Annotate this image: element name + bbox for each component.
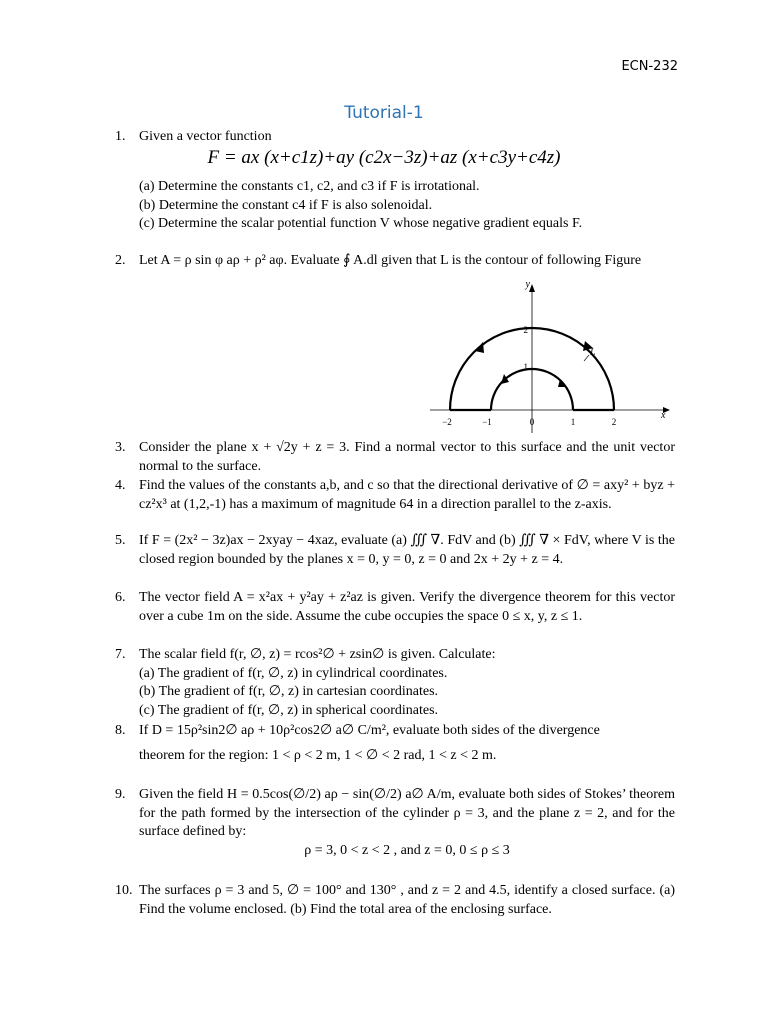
question-text-line-2: theorem for the region: 1 < ρ < 2 m, 1 < ∅ < 2 rad, 1 < z < 2 m. <box>139 747 497 763</box>
question-number: 1. <box>115 129 126 144</box>
part-b: (b) Determine the constant c4 if F is also solenoidal. <box>139 197 433 213</box>
surface-definition: ρ = 3, 0 < z < 2 , and z = 0, 0 ≤ ρ ≤ 3 <box>304 842 510 858</box>
question-number: 4. <box>115 478 126 493</box>
tick-label: 2 <box>523 325 528 335</box>
equation: F = ax (x+c1z)+ay (c2x−3z)+az (x+c3y+c4z) <box>207 147 561 168</box>
question-1 <box>115 128 675 147</box>
question-7 <box>115 646 675 720</box>
question-9 <box>115 786 675 860</box>
question-4 <box>115 477 675 514</box>
part-c: (c) The gradient of f(r, ∅, z) in spherical coordinates. <box>139 702 439 718</box>
question-number: 9. <box>115 787 126 802</box>
part-a: (a) Determine the constants c1, c2, and c3 if F is irrotational. <box>139 179 480 194</box>
question-text-line-1: If D = 15ρ²sin2∅ aρ + 10ρ²cos2∅ a∅ C/m², evaluate both sides of the divergence <box>139 723 600 738</box>
question-text: Let A = ρ sin φ aρ + ρ² aφ. Evaluate ∮ A.dl given that L is the contour of following Figure <box>139 253 642 268</box>
question-8 <box>115 722 675 765</box>
question-text: Find the values of the constants a,b, and c so that the directional derivative of ∅ = axy² + byz + cz²x³ at (1,2,-1) has a maximum of magnitude 64 in a direction parallel to the z-axis. <box>139 478 675 512</box>
question-10 <box>115 882 675 919</box>
tick-label: −1 <box>482 417 492 427</box>
question-2 <box>115 252 675 271</box>
question-number: 5. <box>115 533 126 548</box>
part-a: (a) The gradient of f(r, ∅, z) in cylindrical coordinates. <box>139 665 448 681</box>
question-6 <box>115 589 675 626</box>
question-number: 10. <box>115 883 133 898</box>
x-axis-label: x <box>661 410 666 421</box>
question-number: 3. <box>115 440 126 455</box>
question-number: 2. <box>115 253 126 268</box>
part-c: (c) Determine the scalar potential function V whose negative gradient equals F. <box>139 216 583 231</box>
question-1-parts <box>115 178 675 234</box>
contour-figure <box>425 278 675 433</box>
tick-label: 2 <box>611 417 617 427</box>
tick-label: 1 <box>570 417 576 427</box>
question-text: Consider the plane x + √2y + z = 3. Find a normal vector to this surface and the unit vector normal to the surface. <box>139 440 675 474</box>
question-text: If F = (2x² − 3z)ax − 2xyay − 4xaz, evaluate (a) ∭ ∇. FdV and (b) ∭ ∇ × FdV, where V is the closed region bounded by the planes x = 0, y = 0, z = 0 and 2x + 2y + z = 4. <box>139 533 675 567</box>
y-axis-label: y <box>525 279 530 290</box>
question-3 <box>115 439 675 476</box>
question-text: The vector field A = x²ax + y²ay + z²az is given. Verify the divergence theorem for this vector over a cube 1m on the side. Assume the cube occupies the space 0 ≤ x, y, z ≤ 1. <box>139 590 675 624</box>
tick-label: 0 <box>529 417 535 427</box>
tick-label: 1 <box>523 362 528 372</box>
page-title: Tutorial-1 <box>344 103 424 123</box>
question-number: 6. <box>115 590 126 605</box>
direction-arrow <box>475 342 484 353</box>
question-number: 7. <box>115 647 126 662</box>
question-number: 8. <box>115 723 126 738</box>
question-text: Given a vector function <box>139 129 272 144</box>
tick-label: −2 <box>442 417 452 427</box>
question-text: The scalar field f(r, ∅, z) = rcos²∅ + zsin∅ is given. Calculate: <box>139 647 496 662</box>
course-code: ECN-232 <box>621 59 678 74</box>
question-5 <box>115 532 675 569</box>
question-text: The surfaces ρ = 3 and 5, ∅ = 100° and 130° , and z = 2 and 4.5, identify a closed surface. (a) Find the volume enclosed. (b) Find the total area of the enclosing surface. <box>139 883 675 917</box>
question-text: Given the field H = 0.5cos(∅/2) aρ − sin(∅/2) a∅ A/m, evaluate both sides of Stokes’ theorem for the path formed by the intersection of the cylinder ρ = 3, and the plane z = 2, and for the surface defined by: <box>139 787 675 839</box>
curve-label: L <box>590 347 596 358</box>
label-pointer <box>584 355 589 361</box>
part-b: (b) The gradient of f(r, ∅, z) in cartesian coordinates. <box>139 684 439 699</box>
